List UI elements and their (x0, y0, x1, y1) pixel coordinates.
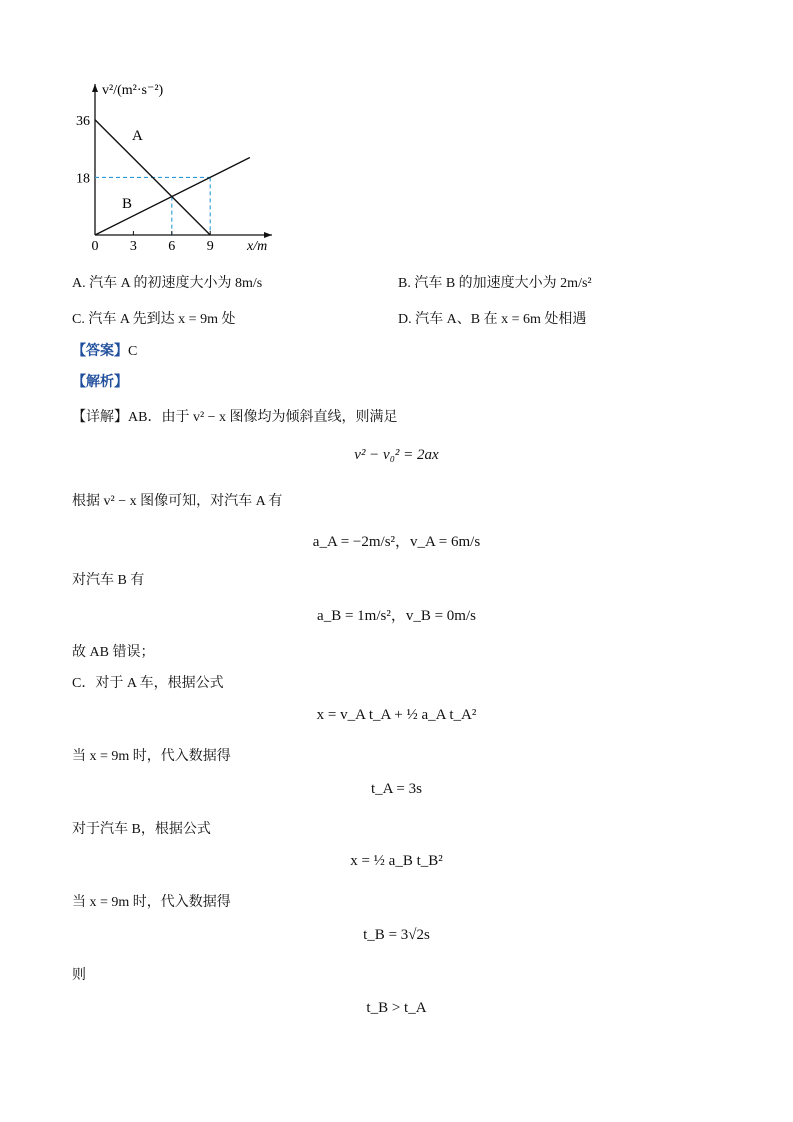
series-label-B: B (122, 196, 133, 212)
x-axis-arrow (264, 232, 272, 238)
x-axis-label: x/m (247, 239, 268, 254)
equation-4: x = v_A t_A + ½ a_A t_A² (316, 707, 477, 723)
c-intro: C．对于 A 车，根据公式 (72, 676, 224, 691)
equation-8: t_B > t_A (366, 1000, 427, 1016)
x-tick-label-9: 9 (206, 239, 214, 254)
then-line: 则 (72, 968, 86, 983)
analysis-line (72, 371, 128, 391)
y-axis-arrow (92, 84, 98, 92)
series-line-B-extension (210, 158, 250, 178)
option-b (398, 272, 592, 292)
option-c-label: C. (72, 312, 85, 327)
answer-value: C (128, 344, 138, 359)
detail-intro: AB．由于 v² − x 图像均为倾斜直线，则满足 (128, 410, 398, 425)
equation-3: a_B = 1m/s²，v_B = 0m/s (317, 608, 476, 624)
option-b-text: 汽车 B 的加速度大小为 2m/s² (414, 276, 592, 291)
b-formula-intro: 对于汽车 B，根据公式 (72, 822, 211, 837)
y-tick-label-36: 36 (76, 113, 90, 129)
option-a-text: 汽车 A 的初速度大小为 8m/s (89, 276, 263, 291)
detail-tag: 【详解】 (72, 410, 128, 425)
option-d-label: D. (398, 312, 412, 327)
equation-5: t_A = 3s (371, 781, 422, 797)
series-label-A: A (132, 128, 143, 144)
equation-7: t_B = 3√2s (363, 927, 430, 943)
x-tick-label-6: 6 (168, 239, 176, 254)
option-a-label: A. (72, 276, 86, 291)
car-a-intro: 根据 v² − x 图像可知，对汽车 A 有 (72, 494, 283, 509)
when-line-2: 当 x = 9m 时，代入数据得 (72, 895, 231, 910)
car-b-intro: 对汽车 B 有 (72, 573, 145, 588)
option-b-label: B. (398, 276, 411, 291)
y-axis-label: v²/(m²·s⁻²) (102, 83, 164, 98)
x-tick-label-3: 3 (129, 239, 137, 254)
answer-line (72, 340, 137, 360)
analysis-tag: 【解析】 (72, 375, 128, 390)
when-line-1: 当 x = 9m 时，代入数据得 (72, 749, 231, 764)
conclusion-ab: 故 AB 错误； (72, 645, 155, 660)
option-c (72, 308, 235, 328)
series-line-B (95, 177, 210, 235)
x-tick-label-0: 0 (91, 239, 99, 254)
option-a (72, 272, 262, 292)
equation-1: v² − v₀² = 2ax (354, 447, 439, 463)
y-tick-label-18: 18 (76, 171, 90, 187)
option-d (398, 308, 586, 328)
equation-2: a_A = −2m/s²，v_A = 6m/s (312, 534, 481, 550)
option-d-text: 汽车 A、B 在 x = 6m 处相遇 (415, 312, 587, 327)
answer-tag: 【答案】 (72, 344, 128, 359)
equation-6: x = ½ a_B t_B² (350, 853, 443, 869)
detail-intro-line (72, 406, 398, 426)
option-c-text: 汽车 A 先到达 x = 9m 处 (88, 312, 236, 327)
v2-x-graph (60, 78, 290, 258)
